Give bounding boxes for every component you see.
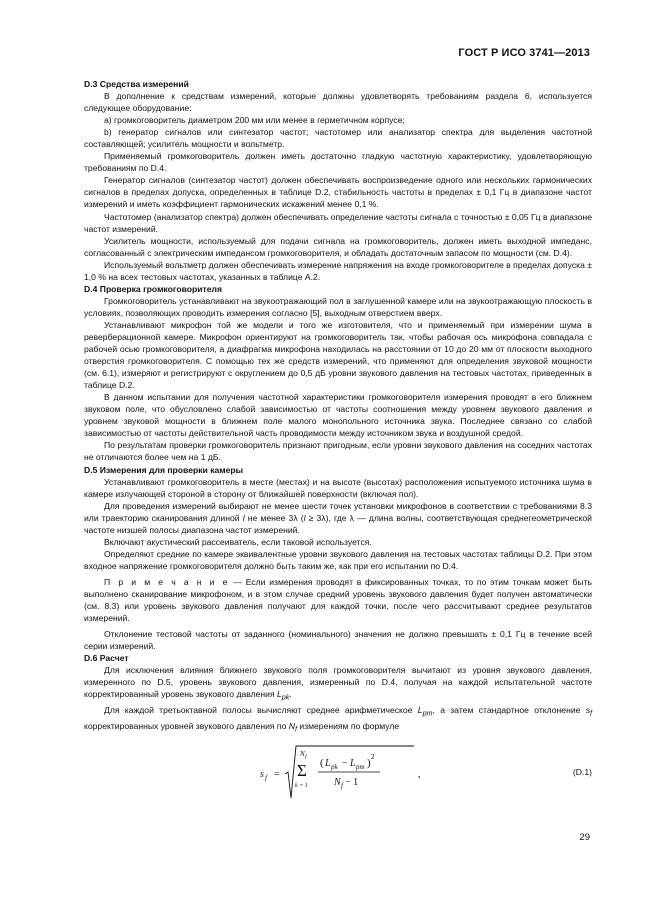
paragraph: Усилитель мощности, используемый для подачи сигнала на громкоговоритель, должен иметь выходной импеданс, согласованный с электрическим импедансом громкоговорителя, и обладать достаточным запасом по мощности (см. D.4). (84, 235, 592, 258)
paragraph: Используемый вольтметр должен обеспечивать измерение напряжения на входе громкоговорителе в пределах допуска ± 1,0 % на всех тестовых частотах, указанных в таблице A.2. (84, 259, 592, 282)
text-run: , а затем стандартное отклонение (432, 705, 586, 716)
subscript-pm: pm (422, 709, 433, 718)
num-minus: − (342, 757, 348, 769)
note-paragraph (84, 576, 592, 624)
formula-lhs-sub: f (265, 773, 267, 782)
text-run: не менее 3λ ( (244, 512, 304, 523)
paragraph: Определяют средние по камере эквивалентные уровни звукового давления на тестовых частотах таблицы D.2. При этом входное напряжение громкоговорителя должно быть таким же, как при его испытании по D.4. (84, 548, 592, 571)
text-run: . (289, 689, 292, 700)
note-label: П р и м е ч а н и е (104, 576, 230, 587)
text-run: Для каждой третьоктавной полосы вычисляют среднее арифметическое (104, 705, 418, 716)
num-L1: L (325, 757, 331, 769)
paragraph: По результатам проверки громкоговоритель признают пригодным, если уровни звукового давления на соседних частотах не отличаются более чем на 1 дБ. (84, 440, 592, 463)
paragraph: Частотомер (анализатор спектра) должен обеспечивать определение частоты сигнала с точностью ± 0,05 Гц в диапазоне частот измерений. (84, 211, 592, 234)
symbol-l: l (303, 512, 306, 523)
paragraph: Применяемый громкоговоритель должен иметь достаточно гладкую частотную характеристику, удовлетворяющую требованиям по D.4. (84, 151, 592, 174)
note-text: — Если измерения проводят в фиксированных точках, то по этим точкам может быть выполнено сканирование микрофоном, и в этом случае средний уровень звукового давления будет получен автоматически (см. 8.3) или уровень звукового давления получают для каждой точки, после чего рассчитывают среднее результатов измерений. (84, 576, 592, 624)
section-title-d6: D.6 Расчет (84, 653, 129, 664)
formula-comma: , (418, 768, 421, 780)
paren-close: ) (367, 756, 371, 769)
section-title-d4 (84, 283, 592, 295)
section-title-d5: D.5 Измерения для проверки камеры (84, 464, 244, 475)
num-L2: L (350, 757, 356, 769)
section-title-d3: D.3 Средства измерений (84, 79, 189, 89)
num-sub1: pk (331, 762, 338, 771)
paragraph: Отклонение тестовой частоты от заданного (номинального) значения не должно превышать ± 0,1 Гц в течение всей серии измерений. (84, 629, 592, 652)
text-run: измерениям по формуле (296, 720, 400, 731)
den-N: N (334, 776, 341, 788)
den-rest: − 1 (345, 776, 359, 788)
subscript-pk: pk (281, 694, 290, 703)
sum-lower: k = 1 (295, 782, 308, 789)
symbol-N: N (288, 720, 295, 731)
formula-label: (D.1) (572, 766, 592, 777)
paragraph (84, 704, 592, 736)
sum-upper-sub: f (305, 753, 307, 760)
list-item: a) громкоговоритель диаметром 200 мм или менее в герметичном корпусе; (104, 115, 405, 126)
symbol-s: s (585, 705, 590, 716)
paren-open: ( (320, 756, 324, 769)
paragraph: Генератор сигналов (синтезатор частот) должен обеспечивать воспроизведение одного или нескольких гармонических сигналов в пределах допуска, определенных в таблице D.2, стабильность частоты в пределах ± 0,1 Гц в диапазоне частот измерений и иметь коэффициент гармонических искажений менее 0,1 %. (84, 175, 592, 210)
paragraph: В данном испытании для получения частотной характеристики громкоговорителя измерения проводят в его ближнем звуковом поле, что обусловлено слабой зависимостью от частоты соотношения между уровнем звукового давления и уровнем звуковой мощности в ближнем поле малого монопольного источника звука. Последнее связано со слабой зависимостью от частоты действительной часть проводимости между источником звука и воздушной средой. (84, 392, 592, 439)
symbol-L: L (277, 689, 282, 700)
text-run: Для проведения измерений выбирают не менее шести точек установки микрофонов в соответствии с требованиями 8.3 или траекторию сканирования длиной (84, 500, 592, 523)
symbol-L: L (417, 705, 423, 716)
den-sub: f (341, 781, 343, 790)
paragraph: В дополнение к средствам измерений, которые должны удовлетворять требованиям раздела 6, используется следующее оборудование: (84, 91, 592, 114)
document-identifier: ГОСТ Р ИСО 3741—2013 (458, 47, 590, 59)
formula-d1 (84, 742, 592, 808)
page-content (84, 78, 592, 808)
paragraph (84, 500, 592, 536)
list-item: b) генератор сигналов или синтезатор частот; частотомер или анализатор спектра для выделения частотной составляющей; усилитель мощности и вольтметр. (84, 127, 592, 150)
text-run: Для исключения влияния ближнего звукового поля громкоговорителя вычитают из уровня звукового давления, измеренного по D.5, уровень звукового давления, измеренный по D.4, получая на каждой испытательной частоте корректированный уровень звукового давления (84, 665, 592, 700)
paragraph: Устанавливают микрофон той же модели и того же изготовителя, что и применяемый при измерении шума в реверберационной камере. Микрофон ориентируют на громкоговоритель так, чтобы рабочая ось микрофона совпадала с рабочей осью громкоговорителя, а диафрагма микрофона находилась на расстоянии от 10 до 20 мм от плоскости выходного отверстия громкоговорителя. С помощью тех же средств измерений, что применяют для определения звуковой мощности (см. 6.1), измеряют и регистрируют с округлением до 0,5 дБ уровни звукового давления на тестовых частотах, приведенных в таблице D.2. (84, 319, 592, 391)
section-title-d4-text: D.4 Проверка громкоговорителя (84, 283, 222, 294)
paragraph: Включают акустический рассеиватель, если таковой используется. (104, 536, 372, 547)
num-exponent: 2 (371, 752, 375, 761)
formula-equals: = (274, 768, 280, 780)
formula-graphic (84, 742, 592, 808)
text-run: корректированных уровней звукового давления по (84, 720, 289, 731)
sum-upper: N (300, 749, 305, 758)
page-number: 29 (579, 832, 590, 843)
subscript-f: f (294, 725, 297, 734)
num-sub2: pm (356, 762, 365, 771)
paragraph: Устанавливают громкоговоритель в месте (местах) и на высоте (высотах) расположения испытуемого источника шума в камере излучающей стороной в сторону от ближайшей поверхности (включая пол). (84, 476, 592, 499)
formula-lhs: s (260, 768, 264, 780)
text-run: ≥ 3λ), где λ — длина волны, соответствующая среднегеометрической частоте низшей полосы диапазона частот измерений. (84, 512, 592, 535)
sum-sign: Σ (297, 760, 307, 780)
symbol-l: l (242, 512, 245, 523)
paragraph: Громкоговоритель устанавливают на звукоотражающий пол в заглушенной камере или на звукоотражающую плоскость в условиях, позволяющих проводить измерения согласно [5], выходным отверстием вверх. (84, 295, 592, 318)
paragraph (84, 664, 592, 704)
subscript-f: f (590, 709, 592, 718)
